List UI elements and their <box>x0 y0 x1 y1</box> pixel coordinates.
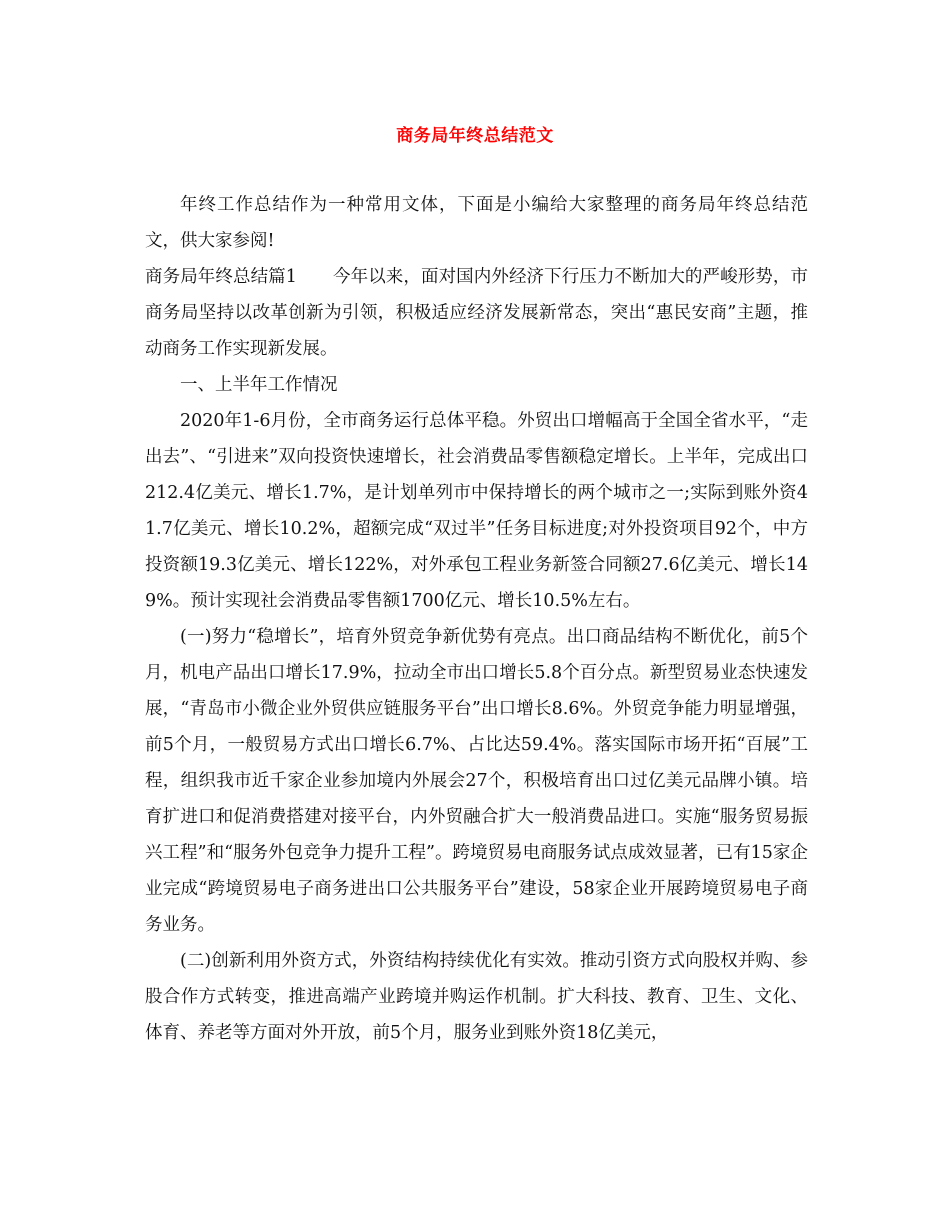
heading-first-half: 一、上半年工作情况 <box>180 375 338 395</box>
overview-paragraph: 2020年1-6月份，全市商务运行总体平稳。外贸出口增幅高于全国全省水平，“走出去”、“引进来”双向投资快速增长，社会消费品零售额稳定增长。上半年，完成出口212.4亿美元、增长1.7%，是计划单列市中保持增长的两个城市之一;实际到账外资41.7亿美元、增长10.2%，超额完成“双过半”任务目标进度;对外投资项目92个，中方投资额19.3亿美元、增长122%，对外承包工程业务新签合同额27.6亿美元、增长149%。预计实现社会消费品零售额1700亿元、增长10.5%左右。 <box>145 411 808 611</box>
section-label: 商务局年终总结篇1 <box>145 267 297 287</box>
intro-paragraph: 年终工作总结作为一种常用文体，下面是小编给大家整理的商务局年终总结范文，供大家参阅! <box>145 195 808 251</box>
document-body <box>145 187 808 1051</box>
item-1-paragraph: (一)努力“稳增长”，培育外贸竞争新优势有亮点。出口商品结构不断优化，前5个月，机电产品出口增长17.9%，拉动全市出口增长5.8个百分点。新型贸易业态快速发展，“青岛市小微企业外贸供应链服务平台”出口增长8.6%。外贸竞争能力明显增强，前5个月，一般贸易方式出口增长6.7%、占比达59.4%。落实国际市场开拓“百展”工程，组织我市近千家企业参加境内外展会27个，积极培育出口过亿美元品牌小镇。培育扩进口和促消费搭建对接平台，内外贸融合扩大一般消费品进口。实施“服务贸易振兴工程”和“服务外包竞争力提升工程”。跨境贸易电商服务试点成效显著，已有15家企业完成“跨境贸易电子商务进出口公共服务平台”建设，58家企业开展跨境贸易电子商务业务。 <box>145 627 808 935</box>
section-paragraph <box>145 259 808 367</box>
section-lead: 今年以来，面对国内外经济下行压力不断加大的严峻形势，市商务局坚持以改革创新为引领，积极适应经济发展新常态，突出“惠民安商”主题，推动商务工作实现新发展。 <box>145 267 808 359</box>
document-title: 商务局年终总结范文 <box>396 126 554 146</box>
item-2-paragraph: (二)创新利用外资方式，外资结构持续优化有实效。推动引资方式向股权并购、参股合作方式转变，推进高端产业跨境并购运作机制。扩大科技、教育、卫生、文化、体育、养老等方面对外开放，前5个月，服务业到账外资18亿美元， <box>145 951 808 1043</box>
